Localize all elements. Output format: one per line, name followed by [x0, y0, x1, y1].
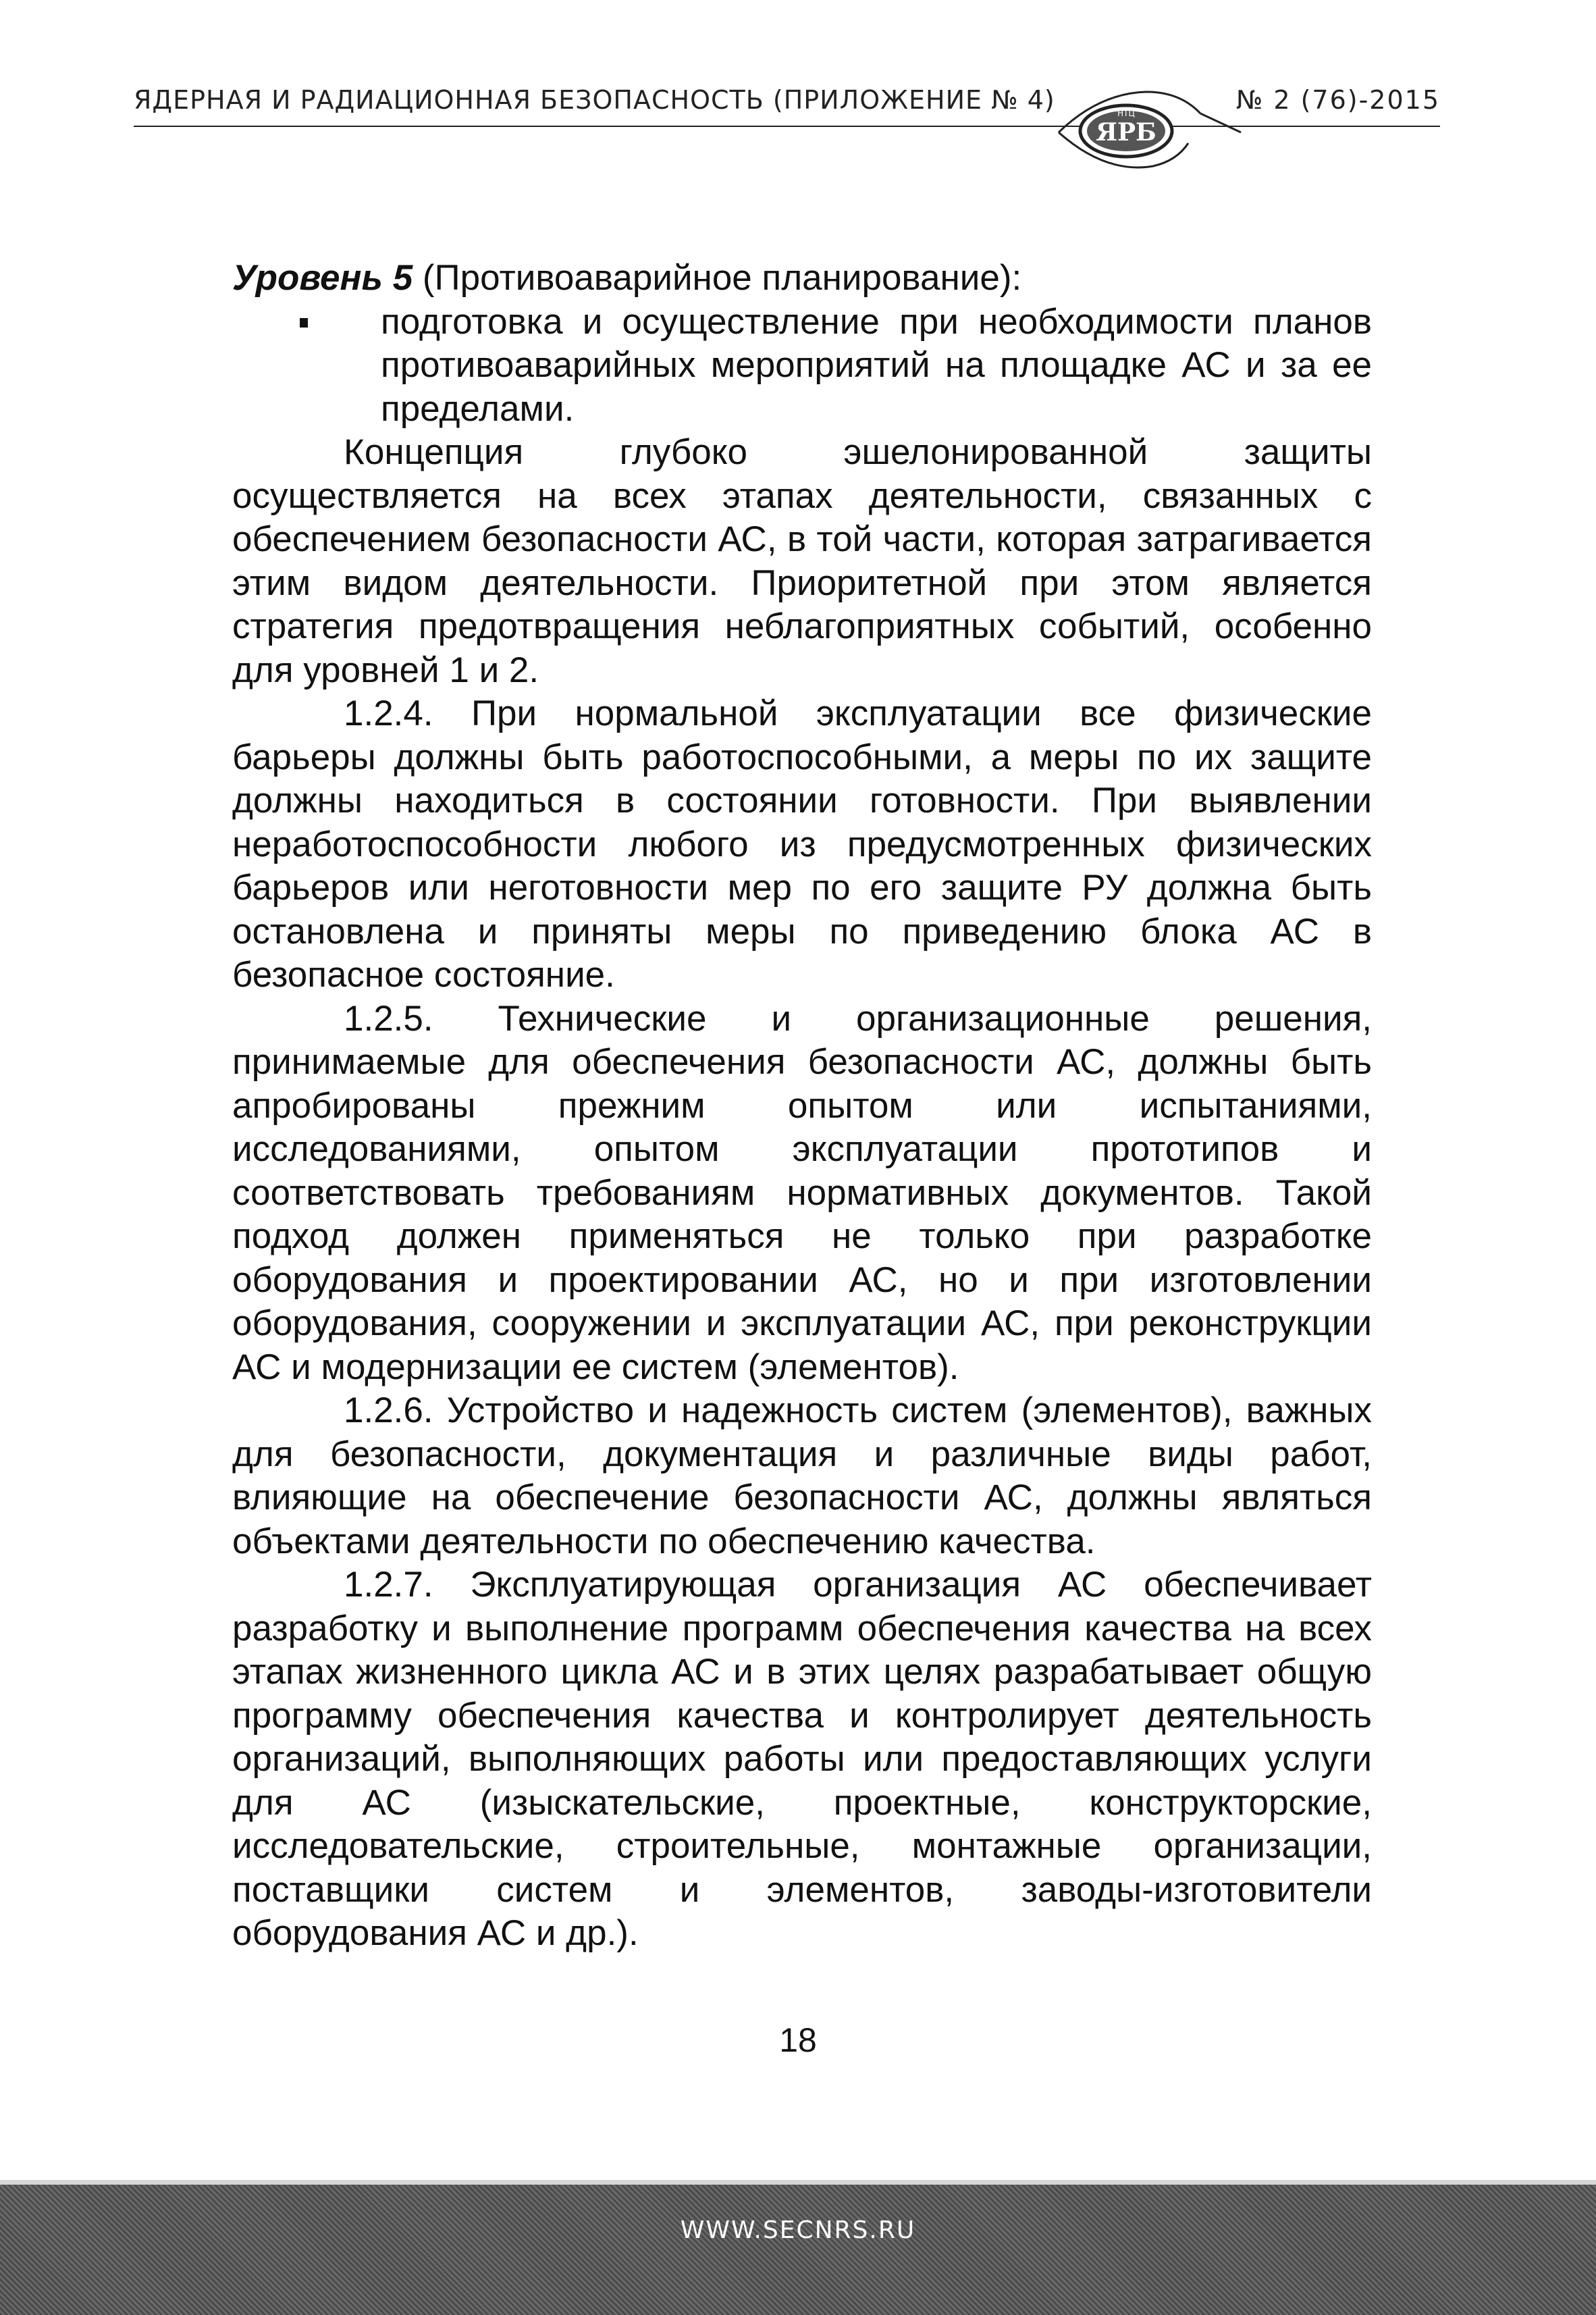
paragraph-1-2-7: 1.2.7. Эксплуатирующая организация АС обеспечивает разработку и выполнение программ обеспечения качества на всех этапах жизненного цикла АС и в этих целях разрабатывает общую программу обеспечения качества и контролирует деятельность организаций, выполняющих работы или предоставляющих услуги для АС (изыскательские, проектные, конструкторские, исследовательские, строительные, монтажные организации, поставщики систем и элементов, заводы-изготовители оборудования АС и др.). [232, 1565, 1372, 1953]
journal-title: ЯДЕРНАЯ И РАДИАЦИОННАЯ БЕЗОПАСНОСТЬ (ПРИЛОЖЕНИЕ № 4) [134, 85, 1055, 115]
footer-band [0, 2185, 1596, 2315]
level5-heading-rest: (Противоаварийное планирование): [413, 258, 1022, 298]
paragraph-concept: Концепция глубоко эшелонированной защиты осуществляется на всех этапах деятельности, связанных с обеспечением безопасности АС, в той части, которая затрагивается этим видом деятельности. Приоритетной при этом является стратегия предотвращения неблагоприятных событий, особенно для уровней 1 и 2. [232, 432, 1372, 690]
level5-heading-label: Уровень 5 [232, 258, 413, 298]
journal-logo [1011, 73, 1254, 174]
page-header [134, 65, 1440, 180]
paragraph-1-2-6: 1.2.6. Устройство и надежность систем (элементов), важных для безопасности, документация и различные виды работ, влияющие на обеспечение безопасности АС, должны являться объектами деятельности по обеспечению качества. [232, 1390, 1372, 1561]
list-item [381, 301, 1372, 432]
footer-url: WWW.SECNRS.RU [680, 2216, 916, 2244]
logo-text: ЯРБ [1096, 118, 1156, 147]
page-content [232, 257, 1372, 1956]
level5-bullet-list [232, 301, 1372, 432]
paragraph-1-2-4: 1.2.4. При нормальной эксплуатации все физические барьеры должны быть работоспособными, а меры по их защите должны находиться в состоянии готовности. При выявлении неработоспособности любого из предусмотренных физических барьеров или неготовности мер по его защите РУ должна быть остановлена и приняты меры по приведению блока АС в безопасное состояние. [232, 694, 1372, 995]
level5-bullet-text: подготовка и осуществление при необходимости планов противоаварийных мероприятий на площадке АС и за ее пределами. [381, 301, 1372, 429]
logo-small-text: НТЦ [1117, 109, 1135, 118]
bullet-square-icon [300, 318, 308, 328]
paragraph-1-2-5: 1.2.5. Технические и организационные решения, принимаемые для обеспечения безопасности АС, должны быть апробированы прежним опытом или испытаниями, исследованиями, опытом эксплуатации прототипов и соответствовать требованиям нормативных документов. Такой подход должен применяться не только при разработке оборудования и проектировании АС, но и при изготовлении оборудования, сооружении и эксплуатации АС, при реконструкции АС и модернизации ее систем (элементов). [232, 998, 1372, 1387]
level5-heading [232, 257, 1372, 301]
page-number: 18 [779, 2021, 817, 2059]
issue-number: № 2 (76)-2015 [1235, 85, 1440, 115]
